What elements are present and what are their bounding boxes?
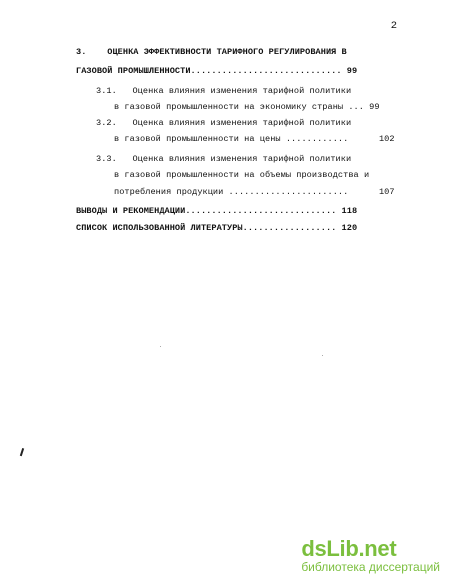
toc-section-3-1-line2: в газовой промышленности на экономику страны ... 99 — [114, 102, 380, 112]
page-number: 2 — [390, 20, 397, 32]
scan-speck — [322, 355, 323, 356]
watermark — [301, 538, 440, 574]
toc-section-3-2-page: 102 — [379, 134, 395, 144]
scan-speck — [160, 346, 161, 347]
toc-section-3-title-line2: ГАЗОВОЙ ПРОМЫШЛЕННОСТИ............................. 99 — [76, 66, 358, 76]
toc-section-3-3-line1: 3.3. Оценка влияния изменения тарифной политики — [96, 154, 352, 164]
toc-section-3-1-line1: 3.1. Оценка влияния изменения тарифной политики — [96, 86, 352, 96]
toc-section-3-2-line1: 3.2. Оценка влияния изменения тарифной политики — [96, 118, 352, 128]
toc-section-3-3-line2: в газовой промышленности на объемы производства и — [114, 170, 370, 180]
watermark-tagline: библиотека диссертаций — [301, 560, 440, 574]
toc-section-3-2-line2: в газовой промышленности на цены ............ — [114, 134, 349, 144]
toc-conclusions: ВЫВОДЫ И РЕКОМЕНДАЦИИ............................. 118 — [76, 206, 358, 216]
watermark-logo: dsLib.net — [301, 536, 397, 561]
toc-section-3-3-page: 107 — [379, 187, 395, 197]
toc-references: СПИСОК ИСПОЛЬЗОВАННОЙ ЛИТЕРАТУРЫ.................. 120 — [76, 223, 358, 233]
toc-section-3-title-line1: 3. ОЦЕНКА ЭФФЕКТИВНОСТИ ТАРИФНОГО РЕГУЛИРОВАНИЯ В — [76, 47, 347, 57]
toc-section-3-3-line3: потребления продукции ....................... — [114, 187, 349, 197]
